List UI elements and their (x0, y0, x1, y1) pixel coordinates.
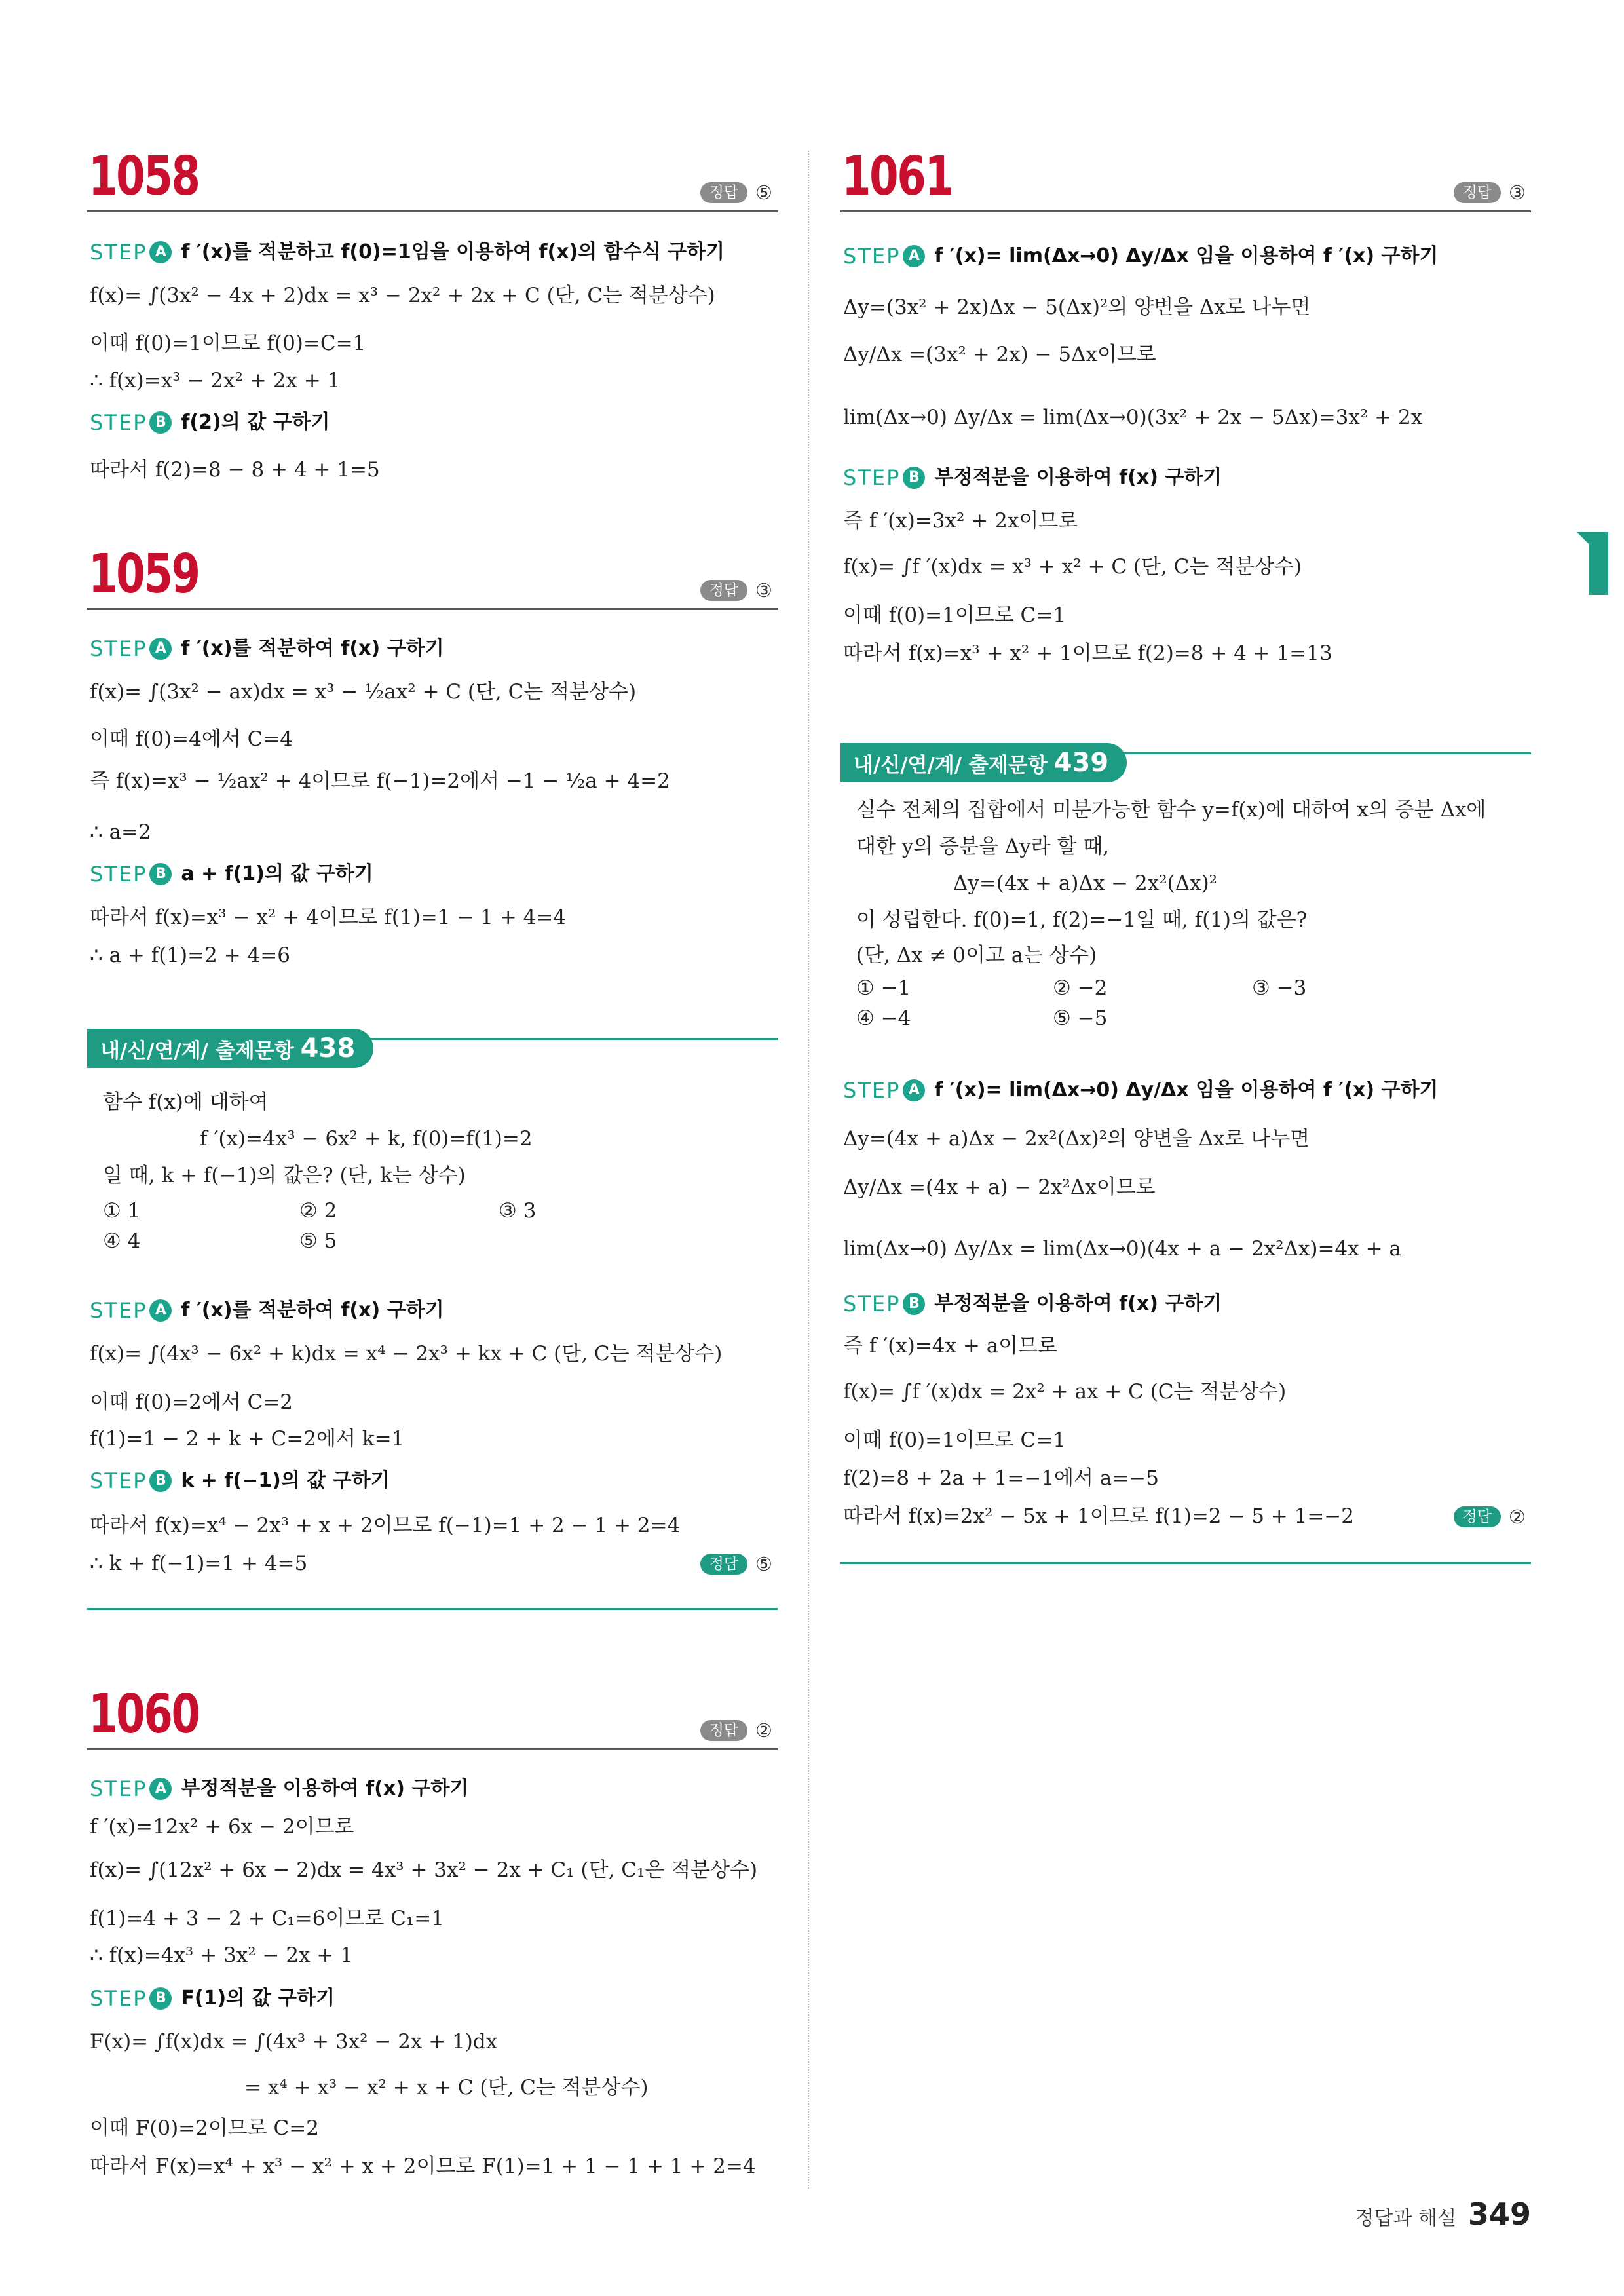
problem-header (87, 147, 778, 212)
problem-number: 1058 (88, 145, 199, 208)
step-letter: A (149, 638, 172, 660)
solution-line: 이때 f(0)=1이므로 f(0)=C=1 (90, 332, 366, 355)
solution-line: 따라서 f(x)=x³ + x² + 1이므로 f(2)=8 + 4 + 1=13 (843, 641, 1332, 665)
solution-line: lim(Δx→0) Δy/Δx = lim(Δx→0)(4x + a − 2x²Δx)=4x + a (843, 1237, 1401, 1261)
step-tag (843, 1077, 925, 1103)
question-line: 이 성립한다. f(0)=1, f(2)=−1일 때, f(1)의 값은? (856, 908, 1308, 932)
choice-4[interactable]: ④ 4 (103, 1229, 141, 1253)
step-a (90, 1297, 444, 1324)
box-tab-label: 내/신/연/계/ 출제문항 (100, 1039, 294, 1063)
answer-pill: 정답 (1454, 1506, 1501, 1527)
solution-line: 즉 f(x)=x³ − ½ax² + 4이므로 f(−1)=2에서 −1 − ½a + 4=2 (90, 769, 670, 793)
question-line: 실수 전체의 집합에서 미분가능한 함수 y=f(x)에 대하여 x의 증분 Δx에 (856, 798, 1486, 822)
step-word: STEP (90, 862, 147, 887)
choice-3[interactable]: ③ −3 (1252, 976, 1307, 1000)
box-tab-number: 439 (1053, 748, 1109, 778)
answer-pill: 정답 (1454, 182, 1501, 203)
step-letter: B (149, 863, 172, 885)
step-tag (90, 410, 172, 436)
answer-indicator (700, 1719, 772, 1742)
solution-line: f(2)=8 + 2a + 1=−1에서 a=−5 (843, 1466, 1159, 1490)
solution-line: ∴ a=2 (90, 820, 151, 844)
choice-2[interactable]: ② −2 (1053, 976, 1108, 1000)
step-word: STEP (90, 240, 147, 265)
answer-pill: 정답 (700, 580, 747, 601)
step-word: STEP (90, 1776, 147, 1801)
solution-line: 따라서 F(x)=x⁴ + x³ − x² + x + 2이므로 F(1)=1 + 1 − 1 + 1 + 2=4 (90, 2154, 756, 2178)
step-title: f ′(x)를 적분하여 f(x) 구하기 (181, 637, 444, 660)
step-word: STEP (90, 1986, 147, 2011)
step-title: f ′(x)를 적분하여 f(x) 구하기 (181, 1299, 444, 1322)
step-word: STEP (90, 1298, 147, 1323)
box-bottom-rule (840, 1562, 1531, 1564)
solution-line: Δy/Δx =(4x + a) − 2x²Δx이므로 (843, 1176, 1156, 1199)
answer-value: ⑤ (755, 1553, 772, 1575)
problem-header (840, 147, 1531, 212)
problem-1059 (87, 543, 778, 967)
step-tag (843, 1291, 925, 1317)
choice-5[interactable]: ⑤ −5 (1053, 1006, 1108, 1030)
box-bottom-rule (87, 1608, 778, 1610)
solution-line: lim(Δx→0) Δy/Δx = lim(Δx→0)(3x² + 2x − 5Δx)=3x² + 2x (843, 406, 1423, 429)
choice-4[interactable]: ④ −4 (856, 1006, 911, 1030)
solution-line: f(1)=4 + 3 − 2 + C₁=6이므로 C₁=1 (90, 1907, 444, 1930)
answer-indicator (1454, 182, 1526, 204)
solution-line: ∴ f(x)=x³ − 2x² + 2x + 1 (90, 369, 341, 392)
answer-pill: 정답 (700, 1554, 747, 1575)
solution-line: f(x)= ∫(12x² + 6x − 2)dx = 4x³ + 3x² − 2x + C₁ (단, C₁은 적분상수) (90, 1858, 758, 1882)
answer-indicator (1454, 1506, 1526, 1528)
step-b (90, 861, 373, 887)
problem-1060 (87, 1683, 778, 2178)
step-a (843, 1077, 1438, 1103)
answer-value: ② (1509, 1506, 1526, 1528)
page-number: 349 (1467, 2196, 1531, 2232)
choice-1[interactable]: ① 1 (103, 1199, 141, 1223)
choice-5[interactable]: ⑤ 5 (299, 1229, 337, 1253)
problem-1061 (840, 145, 1531, 665)
answer-value: ⑤ (755, 182, 772, 204)
step-title: a + f(1)의 값 구하기 (181, 862, 373, 885)
step-word: STEP (843, 1078, 901, 1103)
solution-line: f(x)= ∫(4x³ − 6x² + k)dx = x⁴ − 2x³ + kx + C (단, C는 적분상수) (90, 1342, 723, 1366)
question-line: f ′(x)=4x³ − 6x² + k, f(0)=f(1)=2 (200, 1127, 533, 1151)
problem-number: 1061 (842, 145, 953, 208)
solution-line: 즉 f ′(x)=3x² + 2x이므로 (843, 509, 1078, 533)
solution-line: = x⁴ + x³ − x² + x + C (단, C는 적분상수) (244, 2076, 649, 2099)
problem-header (87, 1685, 778, 1750)
solution-line: ∴ k + f(−1)=1 + 4=5 (90, 1552, 308, 1575)
column-divider (808, 151, 809, 2189)
solution-line: 이때 F(0)=2이므로 C=2 (90, 2116, 319, 2140)
step-tag (90, 1297, 172, 1324)
solution-line: F(x)= ∫f(x)dx = ∫(4x³ + 3x² − 2x + 1)dx (90, 2030, 498, 2054)
problem-number: 1060 (88, 1683, 199, 1746)
step-word: STEP (90, 1468, 147, 1493)
solution-line: f(x)= ∫(3x² − ax)dx = x³ − ½ax² + C (단, C는 적분상수) (90, 680, 637, 704)
question-line: Δy=(4x + a)Δx − 2x²(Δx)² (953, 871, 1218, 895)
step-a (90, 636, 444, 662)
step-letter: B (149, 1470, 172, 1492)
solution-line: 따라서 f(x)=x³ − x² + 4이므로 f(1)=1 − 1 + 4=4 (90, 906, 567, 929)
box-tab-label: 내/신/연/계/ 출제문항 (854, 753, 1048, 777)
step-letter: A (903, 245, 925, 267)
answer-indicator (700, 1553, 772, 1575)
solution-line: 이때 f(0)=2에서 C=2 (90, 1390, 293, 1414)
step-tag (843, 243, 925, 269)
step-b (843, 1291, 1222, 1317)
step-title: f(2)의 값 구하기 (181, 411, 330, 434)
step-letter: A (149, 241, 172, 263)
step-b (90, 410, 330, 436)
step-word: STEP (843, 244, 901, 269)
solution-line: 따라서 f(x)=2x² − 5x + 1이므로 f(1)=2 − 5 + 1=−2 (843, 1504, 1354, 1528)
step-word: STEP (843, 1292, 901, 1316)
step-a (90, 239, 725, 265)
step-letter: B (903, 1293, 925, 1315)
solution-line: f(1)=1 − 2 + k + C=2에서 k=1 (90, 1427, 405, 1451)
solution-line: 이때 f(0)=1이므로 C=1 (843, 603, 1066, 627)
answer-pill: 정답 (700, 1720, 747, 1741)
step-tag (843, 465, 925, 491)
step-b (843, 465, 1222, 491)
step-tag (90, 239, 172, 265)
step-a (843, 243, 1438, 269)
solution-line: ∴ f(x)=4x³ + 3x² − 2x + 1 (90, 1943, 353, 1967)
solution-line: 이때 f(0)=4에서 C=4 (90, 727, 293, 751)
solution-line: f(x)= ∫(3x² − 4x + 2)dx = x³ − 2x² + 2x + C (단, C는 적분상수) (90, 284, 715, 307)
step-tag (90, 1468, 172, 1494)
solution-line: 즉 f ′(x)=4x + a이므로 (843, 1334, 1058, 1358)
step-letter: B (903, 467, 925, 489)
problem-header (87, 545, 778, 610)
step-b (90, 1468, 390, 1494)
question-line: 일 때, k + f(−1)의 값은? (단, k는 상수) (103, 1164, 466, 1187)
step-letter: B (149, 411, 172, 434)
box-tab (87, 1029, 373, 1068)
question-line: 대한 y의 증분을 Δy라 할 때, (856, 835, 1110, 858)
step-tag (90, 861, 172, 887)
box-tab-number: 438 (300, 1033, 356, 1063)
step-title: f ′(x)= lim(Δx→0) Δy/Δx 임을 이용하여 f ′(x) 구하기 (934, 244, 1439, 267)
solution-line: Δy=(3x² + 2x)Δx − 5(Δx)²의 양변을 Δx로 나누면 (843, 296, 1311, 319)
step-title: F(1)의 값 구하기 (181, 1987, 335, 2010)
solution-line: 따라서 f(2)=8 − 8 + 4 + 1=5 (90, 458, 380, 482)
footer-label: 정답과 해설 (1355, 2207, 1456, 2230)
step-title: 부정적분을 이용하여 f(x) 구하기 (934, 1292, 1222, 1315)
solution-line: 따라서 f(x)=x⁴ − 2x³ + x + 2이므로 f(−1)=1 + 2 − 1 + 2=4 (90, 1514, 681, 1537)
solution-line: f(x)= ∫f ′(x)dx = x³ + x² + C (단, C는 적분상수) (843, 555, 1302, 579)
solution-line: Δy/Δx =(3x² + 2x) − 5Δx이므로 (843, 343, 1156, 366)
step-title: 부정적분을 이용하여 f(x) 구하기 (934, 466, 1222, 489)
step-letter: A (149, 1299, 172, 1322)
step-word: STEP (843, 465, 901, 490)
step-letter: A (149, 1778, 172, 1800)
choice-1[interactable]: ① −1 (856, 976, 911, 1000)
step-tag (90, 1776, 172, 1802)
solution-line: ∴ a + f(1)=2 + 4=6 (90, 944, 290, 967)
question-line: (단, Δx ≠ 0이고 a는 상수) (856, 944, 1097, 967)
choice-2[interactable]: ② 2 (299, 1199, 337, 1223)
step-title: f ′(x)= lim(Δx→0) Δy/Δx 임을 이용하여 f ′(x) 구하기 (934, 1079, 1439, 1101)
solution-line: f ′(x)=12x² + 6x − 2이므로 (90, 1815, 354, 1839)
step-title: k + f(−1)의 값 구하기 (181, 1469, 390, 1492)
solution-line: 이때 f(0)=1이므로 C=1 (843, 1428, 1066, 1452)
answer-value: ③ (755, 579, 772, 602)
solution-line: f(x)= ∫f ′(x)dx = 2x² + ax + C (C는 적분상수) (843, 1380, 1287, 1404)
question-line: 함수 f(x)에 대하여 (103, 1090, 269, 1114)
step-word: STEP (90, 410, 147, 435)
step-word: STEP (90, 636, 147, 661)
problem-1058 (87, 145, 778, 482)
answer-value: ③ (1509, 182, 1526, 204)
step-letter: B (149, 1987, 172, 2010)
step-title: 부정적분을 이용하여 f(x) 구하기 (181, 1777, 469, 1800)
answer-value: ② (755, 1719, 772, 1742)
box-tab (840, 743, 1127, 782)
step-letter: A (903, 1079, 925, 1101)
answer-indicator (700, 182, 772, 204)
chapter-side-tab (1589, 532, 1608, 595)
step-b (90, 1985, 335, 2012)
answer-indicator (700, 579, 772, 602)
step-tag (90, 1985, 172, 2012)
choice-3[interactable]: ③ 3 (499, 1199, 537, 1223)
solution-line: Δy=(4x + a)Δx − 2x²(Δx)²의 양변을 Δx로 나누면 (843, 1127, 1310, 1151)
problem-number: 1059 (88, 543, 199, 605)
step-title: f ′(x)를 적분하고 f(0)=1임을 이용하여 f(x)의 함수식 구하기 (181, 240, 725, 263)
step-a (90, 1776, 468, 1802)
page-footer (1355, 2196, 1531, 2232)
answer-pill: 정답 (700, 182, 747, 203)
step-tag (90, 636, 172, 662)
